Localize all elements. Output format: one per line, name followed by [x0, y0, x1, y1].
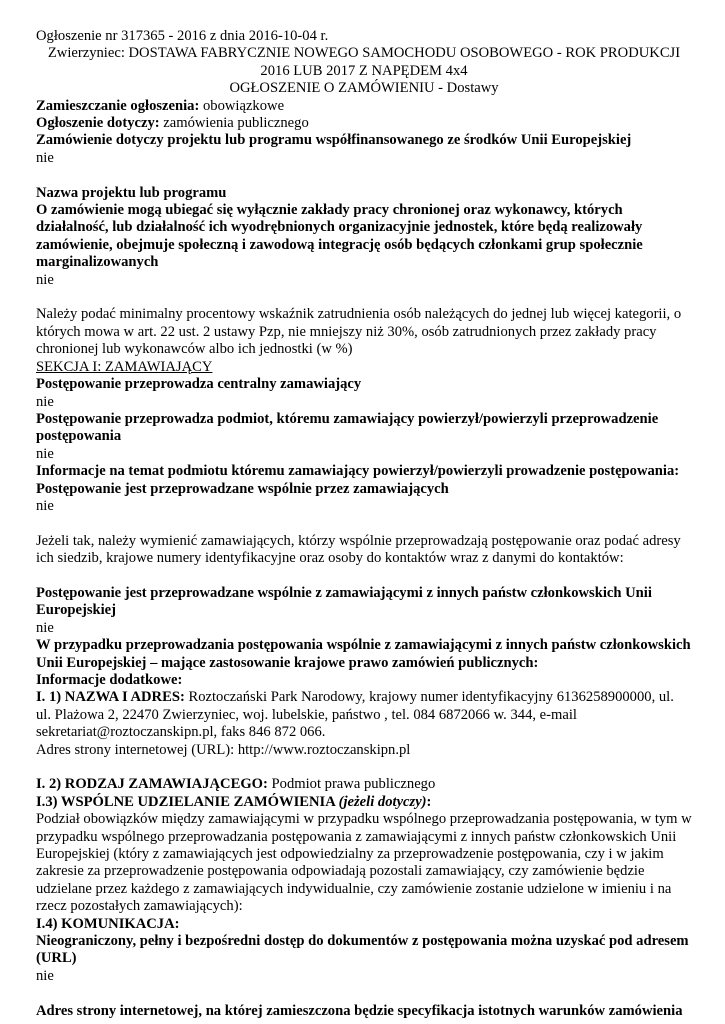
delegated-entity-info: Informacje na temat podmiotu któremu zamawiający powierzył/powierzyli prowadzenie postępowania: [36, 463, 680, 480]
section-title: SEKCJA I: ZAMAWIAJĄCY [36, 358, 213, 375]
employment-rate-text: Należy podać minimalny procentowy wskaźnik zatrudnienia osób należących do jednej lub więcej kategorii, o których mowa w art. 22 ust. 2 ustawy Pzp, nie mniejszy niż 30%, osób zatrudnionych przez zakłady pracy chronionej lub wykonawców albo ich jednostki (w %) [36, 306, 682, 358]
spacer [36, 985, 692, 1002]
spacer [36, 167, 692, 184]
eu-project-question: Zamówienie dotyczy projektu lub programu współfinansowanego ze środków Unii Europejskiej [36, 132, 632, 149]
joint-procurement-details: Jeżeli tak, należy wymienić zamawiających, którzy wspólnie przeprowadzają postępowanie oraz podać adresy ich siedzib, krajowe numery identyfikacyjne oraz osoby do kontaktów wraz z danymi do kontaktów: [36, 532, 681, 567]
spacer [36, 289, 692, 306]
communication-heading: I.4) KOMUNIKACJA: [36, 915, 180, 932]
concerns-field [36, 115, 692, 132]
buyer-type [36, 776, 692, 793]
field-value: obowiązkowe [199, 97, 285, 114]
eu-joint-answer: nie [36, 619, 54, 636]
additional-info-label: Informacje dodatkowe: [36, 671, 183, 688]
document-page [36, 28, 692, 1020]
eu-project-answer: nie [36, 149, 54, 166]
notice-title: Zwierzyniec: DOSTAWA FABRYCZNIE NOWEGO SAMOCHODU OSOBOWEGO - ROK PRODUKCJI 2016 LUB 2017 Z NAPĘDEM 4x4 [47, 45, 681, 79]
project-name-label: Nazwa projektu lub programu [36, 184, 227, 201]
joint-award-heading: I.3) WSPÓLNE UDZIELANIE ZAMÓWIENIA (jeżeli dotyczy): [36, 793, 432, 810]
notice-type: OGŁOSZENIE O ZAMÓWIENIU - Dostawy [229, 80, 499, 97]
specification-url-label: Adres strony internetowej, na której zamieszczona będzie specyfikacja istotnych warunków zamówienia [36, 1002, 683, 1019]
eu-joint-question: Postępowanie jest przeprowadzane wspólnie z zamawiającymi z innych państw członkowskich Unii Europejskiej [36, 584, 652, 619]
spacer [36, 759, 692, 776]
sheltered-workshops-answer: nie [36, 271, 54, 288]
name-and-address [36, 689, 692, 741]
delegated-entity-question: Postępowanie przeprowadza podmiot, któremu zamawiający powierzył/powierzyli przeprowadzenie postępowania [36, 410, 659, 445]
applicable-law-question: W przypadku przeprowadzania postępowania wspólnie z zamawiającymi z innych państw członkowskich Unii Europejskiej – mające zastosowanie krajowe prawo zamówień publicznych: [36, 637, 691, 671]
notice-number: Ogłoszenie nr 317365 - 2016 z dnia 2016-10-04 r. [36, 28, 329, 44]
field-value: Roztoczański Park Narodowy, krajowy numer identyfikacyjny 6136258900000, ul. ul. Plażowa 2, 22470 Zwierzyniec, woj. lubelskie, państwo , tel. 084 6872066 w. 344, e-mail sekretariat@roztoczanskipn.pl, faks 846 872 066. [36, 689, 674, 741]
publication-field [36, 98, 692, 115]
central-buyer-answer: nie [36, 393, 54, 410]
document-access-answer: nie [36, 967, 54, 984]
field-label: Ogłoszenie dotyczy: [36, 115, 160, 132]
website-url: Adres strony internetowej (URL): http://www.roztoczanskipn.pl [36, 741, 411, 758]
joint-award-text: Podział obowiązków między zamawiającymi w przypadku wspólnego przeprowadzania postępowania, w tym w przypadku wspólnego przeprowadzania postępowania z zamawiającymi z innych państw członkowskich Unii Europejskiej (który z zamawiających jest odpowiedzialny za przeprowadzenie postępowania, czy i w jakim zakresie za przeprowadzenie postępowania odpowiadają pozostali zamawiający, czy zamówienie będzie udzielane przez każdego z zamawiających indywidualnie, czy zamówienie zostanie udzielone w imieniu i na rzecz pozostałych zamawiających): [36, 811, 692, 915]
document-access-question: Nieograniczony, pełny i bezpośredni dostęp do dokumentów z postępowania można uzyskać pod adresem (URL) [36, 933, 689, 967]
joint-procurement-answer: nie [36, 497, 54, 514]
delegated-entity-answer: nie [36, 445, 54, 462]
sheltered-workshops-question: O zamówienie mogą ubiegać się wyłącznie zakłady pracy chronionej oraz wykonawcy, których działalność, lub działalność ich wyodrębnionych organizacyjnie jednostek, które będą realizowały zamówienie, obejmuje społeczną i zawodową integrację osób będących członkami grup społecznie marginalizowanych [36, 202, 643, 271]
field-label: Zamieszczanie ogłoszenia: [36, 97, 200, 114]
joint-procurement-question: Postępowanie jest przeprowadzane wspólnie przez zamawiających [36, 480, 449, 497]
spacer [36, 568, 692, 585]
field-label: I. 1) NAZWA I ADRES: [36, 689, 185, 706]
spacer [36, 515, 692, 532]
field-value: zamówienia publicznego [159, 115, 309, 132]
central-buyer-question: Postępowanie przeprowadza centralny zamawiający [36, 376, 362, 393]
field-label: I. 2) RODZAJ ZAMAWIAJĄCEGO: [36, 776, 268, 793]
field-value: Podmiot prawa publicznego [267, 776, 436, 793]
